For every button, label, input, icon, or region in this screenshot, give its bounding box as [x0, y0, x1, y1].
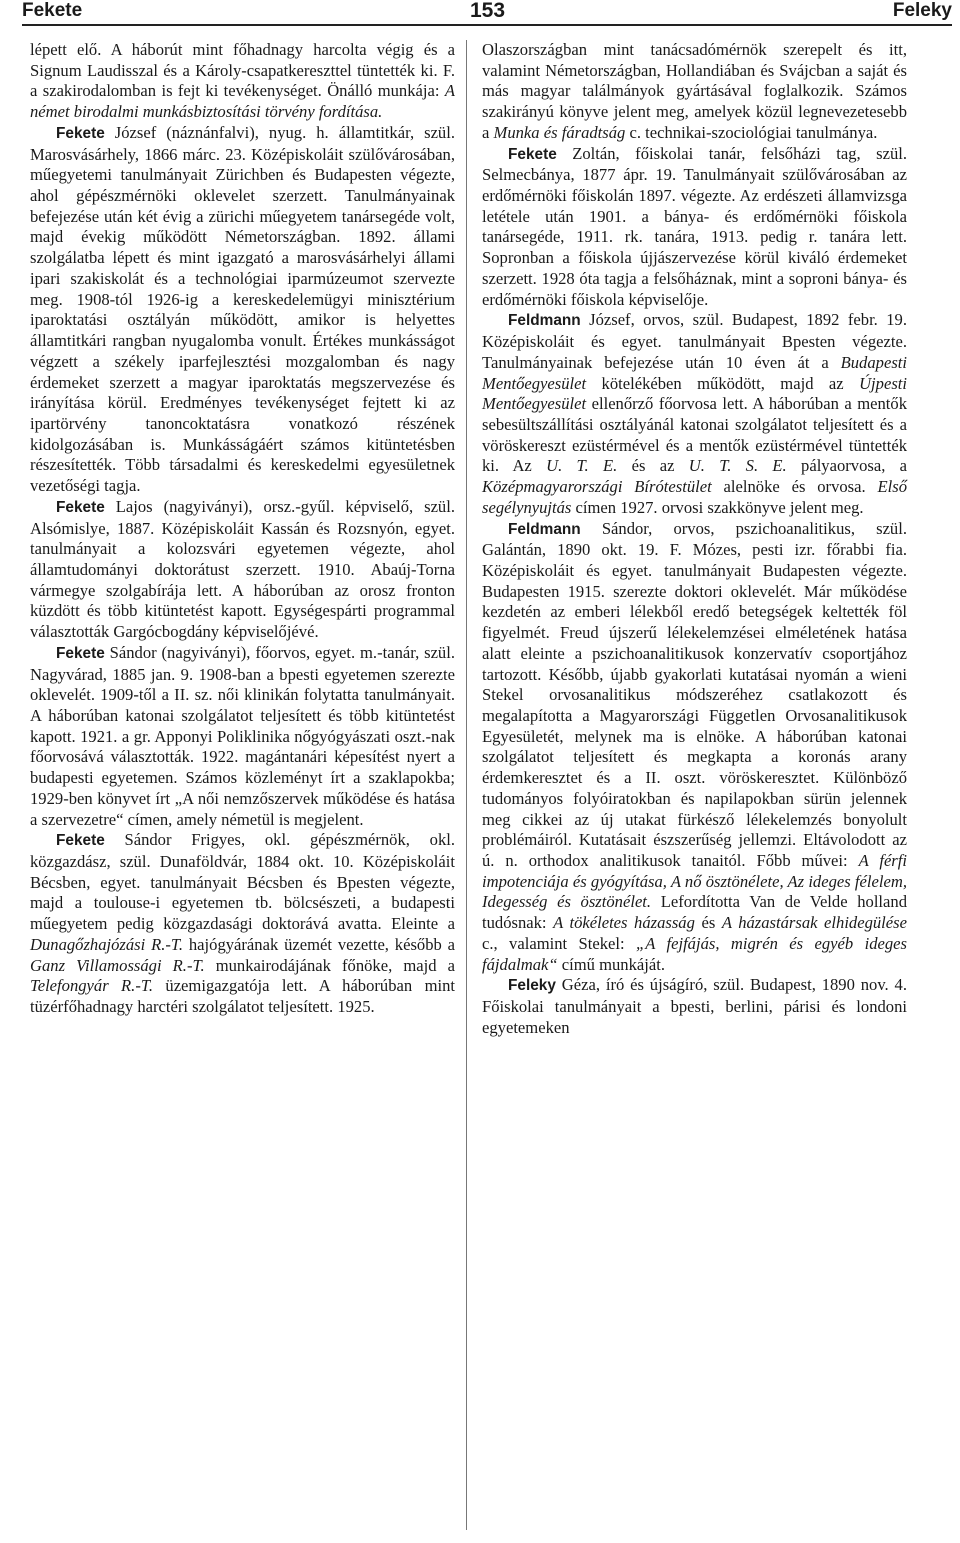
- entry-text: és: [694, 913, 722, 933]
- italic-title: A házastársak elhidegülése: [721, 913, 907, 933]
- entry-text: lépett elő. A háborút mint főhadnagy harcolta végig és a Signum Laudisszal és a Károly-csapatkereszttel tüntették ki. F. a szakirodalomban is fejt ki tevékenységet. Önálló munkája:: [30, 40, 455, 101]
- entry-text: Lajos (nagyiványi), orsz.-gyűl. képviselő, szül. Alsómislye, 1887. Középiskoláit Kassán és Rozsnyón, egyet. tanulmányait a kolozsvári egyetemen végezte, ahol államtudományi doktorátust szerzett. 1910. Abaúj-Torna vármegye szolgabírája lett. A háborúban az orosz fronton küzdött és több kitüntetést kapott. Egységespárti programmal választották Gargócbogdány képviselőjévé.: [30, 496, 455, 642]
- italic-title: Munka és fáradtság: [493, 122, 626, 142]
- italic-title: Újpesti Mentőegyesület: [482, 373, 907, 414]
- running-head-right: Feleky: [892, 0, 952, 21]
- entry-text: Sándor (nagyiványi), főorvos, egyet. m.-tanár, szül. Nagyvárad, 1885 jan. 9. 1908-ban a bpesti egyetemen szerezte oklevelét. 1909-től a II. sz. női klinikán folytatta tanulmányait. A háborúban katonai szolgálatot teljesített és több kitüntetést kapott. 1921. a gr. Apponyi Poliklinika nőgyógyászati oszt.-nak főorvosává választották. 1922. magántanári képesítést nyert a budapesti egyetemen. Számos közleményt írt a szaklapokba; 1929-ben könyvet írt „A női nemzőszervek működése és hatása a szervezetre“ címen, amely németül is megjelent.: [30, 642, 455, 829]
- entry-text: Olaszországban mint tanácsadómérnök szerepelt és itt, valamint Németországban, Hollandiában és Svájcban a saját és más magyar találmányok gyártásával foglalkozik. Számos szakirányú könyve jelent meg, amelyek közül legnevezetesebb a: [482, 40, 907, 142]
- entry-text: Lefordította Van de Velde holland tudósnak:: [482, 892, 908, 933]
- entry-text: kötelékében működött, majd az: [586, 373, 860, 393]
- entry-name: Feldmann: [508, 312, 581, 330]
- entry-text: Sándor Frigyes, okl. gépészmérnök, okl. közgazdász, szül. Dunaföldvár, 1884 okt. 10. Középiskoláit Bécsben, egyet. tanulmányait Bécsben és Bpesten végezte, majd a toulouse-i egyetemen tb. bölcsészeti, a budapesti műegyetem pedig közgazdasági doktorává avatta. Eleinte a: [30, 830, 455, 934]
- entry-text: címen 1927. orvosi szakkönyve jelent meg.: [571, 497, 864, 517]
- italic-title: Középmagyarországi Bírótestület: [482, 477, 712, 497]
- entry-name: Fekete: [56, 832, 105, 850]
- entry-name: Feldmann: [508, 520, 581, 538]
- running-head-left: Fekete: [22, 0, 83, 21]
- italic-title: A férfi impotenciája és gyógyítása, A nő ösztönélete, Az ideges félelem, Idegesség és ösztönélet.: [482, 851, 907, 912]
- italic-title: Dunagőzhajózási R.-T.: [30, 934, 184, 954]
- column-divider: [466, 40, 467, 1530]
- italic-title: „A fejfájás, migrén és egyéb ideges fájdalmak“: [482, 933, 907, 974]
- running-head: [22, 0, 952, 34]
- entry-text: és az: [617, 456, 689, 476]
- page-number: 153: [470, 0, 506, 22]
- lexicon-entry: [30, 123, 455, 497]
- italic-title: A német birodalmi munkásbiztosítási törvény fordítása.: [30, 81, 455, 122]
- italic-title: Budapesti Mentőegyesület: [482, 352, 907, 393]
- entry-name: Fekete: [56, 644, 105, 662]
- entry-text: alelnöke és orvosa.: [711, 477, 878, 497]
- entry-name: Fekete: [56, 124, 105, 142]
- entry-name: Fekete: [508, 145, 557, 163]
- italic-title: Első segélynyujtás: [482, 477, 908, 517]
- right-column: [482, 40, 907, 1039]
- lexicon-entry: [30, 830, 455, 1017]
- entry-name: Fekete: [56, 498, 105, 516]
- continued-text: [482, 40, 907, 144]
- lexicon-entry: [482, 144, 907, 311]
- entry-name: Feleky: [508, 977, 556, 995]
- entry-text: c. technikai-szociológiai tanulmánya.: [625, 122, 878, 142]
- italic-title: U. T. S. E.: [688, 456, 787, 476]
- italic-title: U. T. E.: [546, 456, 618, 476]
- lexicon-entry: [30, 643, 455, 830]
- entry-text: ellenőrző főorvosa lett. A háborúban a mentők sebesültszállítási osztályánál katonai szolgálatot teljesített és a vöröskereszt ezüstérmével és a mentők ezüstérmével tüntették ki. Az: [482, 394, 907, 476]
- entry-text: József (náznánfalvi), nyug. h. államtitkár, szül. Marosvásárhely, 1866 márc. 23. Középiskoláit szülővárosában, műegyetemi tanulmányait Zürichben és Budapesten végezte, ahol gépészmérnöki oklevelet szerzett. Tanulmányainak befejezése után két évig a zürichi műegyetem tanársegéde volt, majd évekig működött Németországban. 1892. állami szolgálatba lépett és mint igazgató a marosvásárhelyi állami ipari szakiskolát és a technológiai iparmúzeumot szervezte meg. 1908-tól 1926-ig a kereskedelemügyi minisztérium iparoktatási osztályán működött, amikor is helyettes államtitkári rangban nyugalomba vonult. Értékes munkásságot végzett a székely iparfejlesztési mozgalomban és nagy érdemeket szerzett a magyar iparoktatás megszervezése és irányítása körül. Eredményes tevékenységet fejtett ki az ipartörvény tanoncoktatásra vonatkozó részének kidolgozásában is. Munkásságáért számos kitüntetésben részesítették. Több társadalmi és kereskedelmi egyesületnek vezetőségi tagja.: [30, 122, 455, 496]
- lexicon-entry: [482, 975, 907, 1038]
- lexicon-entry: [482, 310, 907, 518]
- italic-title: A tökéletes házasság: [553, 913, 695, 933]
- entry-text: Géza, író és újságíró, szül. Budapest, 1890 nov. 4. Főiskolai tanulmányait a bpesti, berlini, párisi és londoni egyetemeken: [482, 975, 907, 1037]
- entry-text: c., valamint Stekel:: [482, 933, 637, 953]
- italic-title: Telefongyár R.-T.: [30, 976, 154, 996]
- entry-text: című munkáját.: [557, 954, 665, 974]
- header-rule: [22, 24, 952, 26]
- entry-text: Zoltán, főiskolai tanár, felsőházi tag, szül. Selmecbánya, 1877 ápr. 19. Tanulmányait szülővárosában az erdőmérnöki főiskolán 1897. végezte. Az erdészeti államvizsga letétele után 1901. a bánya- és erdőmérnöki főiskola tanársegéde, 1911. rk. tanára, 1913. pedig r. tanára lett. Sopronban a főiskola újjászervezése körül kiváló érdemeket szerzett. 1928 óta tagja a felsőháznak, mint a soproni bánya- és erdőmérnöki főiskola képviselője.: [482, 143, 907, 309]
- entry-text: üzemigazgatója lett. A háborúban mint tüzérfőhadnagy harctéri szolgálatot teljesített. 1925.: [30, 976, 455, 1017]
- entry-text: József, orvos, szül. Budapest, 1892 febr. 19. Középiskoláit és egyet. tanulmányait Bpesten végezte. Tanulmányainak befejezése után 10 éven át a: [482, 310, 907, 372]
- entry-text: munkairodájának főnöke, majd a: [204, 955, 455, 975]
- italic-title: Ganz Villamossági R.-T.: [30, 955, 205, 975]
- entry-text: Sándor, orvos, pszichoanalitikus, szül. Galántán, 1890 okt. 19. F. Mózes, pesti izr. főrabbi fia. Középiskoláit és egyet. tanulmányait Budapesten végezte. Budapesten 1915. szerezte doktori oklevelét. Már működése kezdetén az emberi lélekből eredő betegségek keltették föl figyelmét. Freud újszerű lélekelemzései elméletének hatása alatt eleinte a pszichoanalitikusok konzervatív csoportjához tartozott. Később, újabb gyakorlati kutatásai nyomán a wieni Stekel orvosanalitikus módszeréhez csatlakozott és megalapította a Magyarországi Független Orvosanalitikusok Egyesületét, melynek ma is elnöke. A háborúban katonai szolgálatot teljesített és megkapta a koronás arany érdemkeresztet és a II. oszt. vöröskeresztet. Különböző tudományos folyóiratokban és napilapokban sürün jelennek meg cikkei az új utakat fürkésző lélekelemzés bonyolult problémáiról. Kutatásait észszerűség jellemzi. Eltávolodott az ú. n. orthodox analitikusok tanaitól. Főbb művei:: [482, 518, 907, 871]
- lexicon-entry: [30, 497, 455, 643]
- left-column: [30, 40, 455, 1018]
- continued-text: [30, 40, 455, 123]
- lexicon-entry: [482, 519, 907, 976]
- entry-text: pályaorvosa, a: [786, 456, 908, 476]
- entry-text: hajógyárának üzemét vezette, később a: [183, 934, 456, 954]
